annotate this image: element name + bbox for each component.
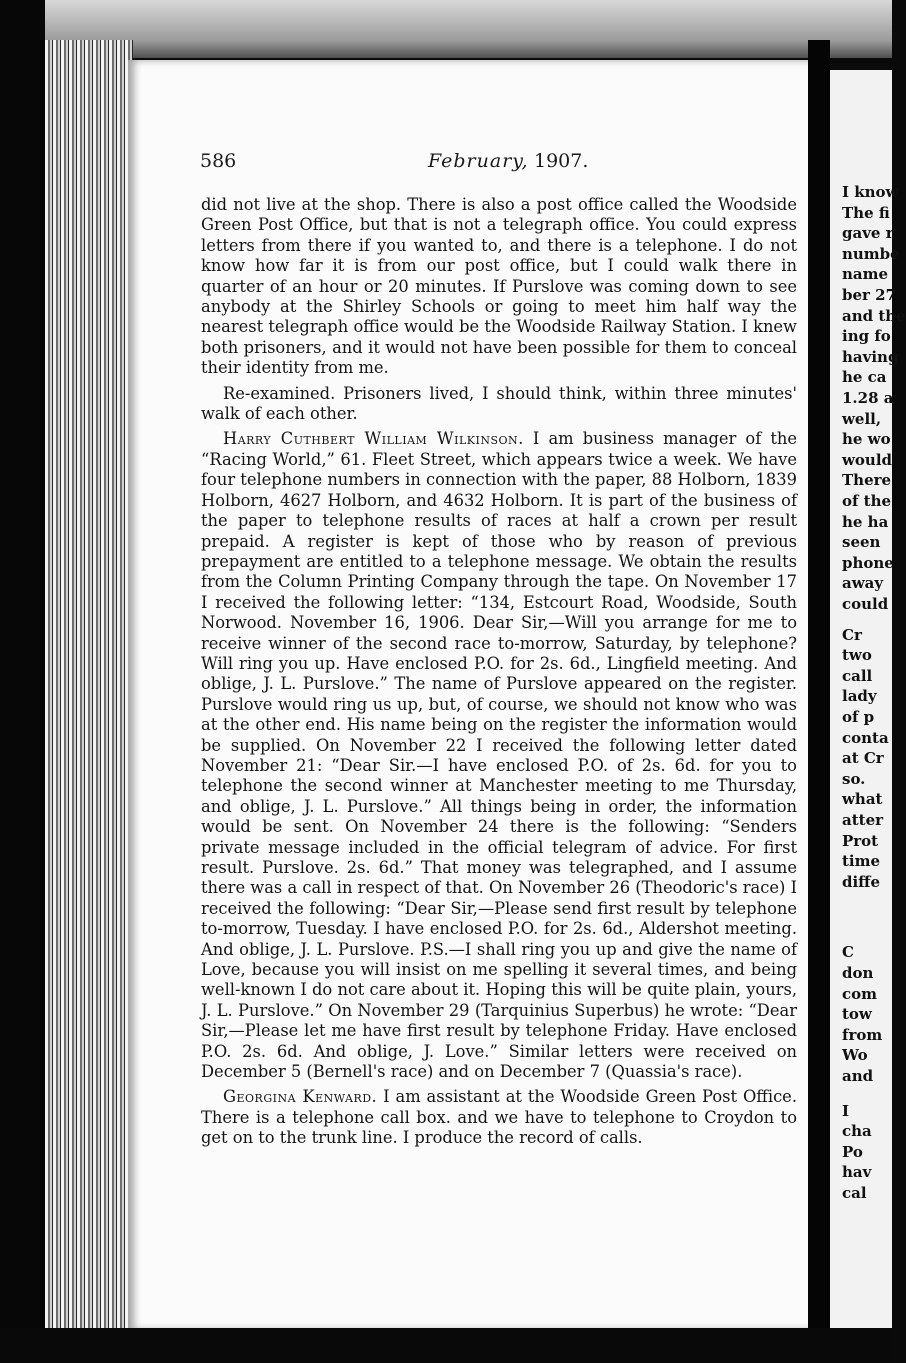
book-page-edges [45, 40, 133, 1330]
book-gutter [808, 40, 830, 1340]
facing-page-fragment: he ha [842, 512, 889, 531]
paragraph-text: did not live at the shop. There is also a post office called the Woodside Green Post Office, but that is not a telegraph office. You could express letters from there if you wanted to, and there is a telephone. I do not know how far it is from our post office, but I could walk there in quarter of an hour or 20 minutes. If Purslove was coming down to see anybody at the Shirley Schools or going to meet him half way the nearest telegraph office would be the Woodside Railway Station. I knew both prisoners, and it would not have been possible for them to conceal their identity from me. [201, 195, 797, 378]
facing-page-fragment: lady [842, 687, 877, 706]
facing-page-fragment: seen [842, 533, 881, 552]
paragraph-text: I am business manager of the “Racing World,” 61. Fleet Street, which appears twice a week. We have four telephone numbers in connection with the paper, 88 Holborn, 1839 Holborn, 4627 Holborn, and 4632 Holborn. It is part of the business of the paper to telephone results of races at half a crown per result prepaid. A register is kept of those who by reason of previous prepayment are entitled to a telephone message. We obtain the results from the Column Printing Company through the tape. On November 17 I received the following letter: “134, Estcourt Road, Woodside, South Norwood. November 16, 1906. Dear Sir,—Will you arrange for me to receive winner of the second race to-morrow, Saturday, by telephone? Will ring you up. Have enclosed P.O. for 2s. 6d., Lingfield meeting. And oblige, J. L. Purslove.” The name of Purslove appeared on the register. Purslove would ring us up, but, of course, we should not know who was at the other end. His name being on the register the information would be supplied. On November 22 I received the following letter dated November 21: “Dear Sir.—I have enclosed P.O. of 2s. 6d. for you to telephone the second winner at Manchester meeting to me Thursday, and oblige, J. L. Purslove.” All things being in order, the information would be sent. On November 24 there is the following: “Senders private message included in the official telegram of advice. For first result. Purslove. 2s. 6d.” That money was telegraphed, and I assume there was a call in respect of that. On November 26 (Theodoric's race) I received the following: “Dear Sir,—Please send first result by telephone to-morrow, Tuesday. I have enclosed P.O. for 2s. 6d., Aldershot meeting. And oblige, J. L. Purslove. P.S.—I shall ring you up and give the name of Love, because you will insist on me spelling it several times, and being well-known I do not care about it. Hoping this will be quite plain, yours, J. L. Purslove.” On November 29 (Tarquinius Superbus) he wrote: “Dear Sir,—Please let me have first result by telephone Friday. Have enclosed P.O. 2s. 6d. And oblige, J. Love.” Similar letters were received on December 5 (Bernell's race) and on December 7 (Quassia's race). [201, 429, 797, 1082]
facing-page-fragment: from [842, 1025, 883, 1044]
facing-page-fragment: would [842, 450, 893, 469]
facing-page-fragment: he ca [842, 368, 887, 387]
facing-page-fragment: Prot [842, 831, 879, 850]
facing-page-fragment: I [842, 1101, 850, 1120]
facing-page-fragment: and [842, 1067, 874, 1085]
facing-page-fragment: ing fo [842, 327, 891, 346]
facing-page-fragment: 1.28 a [842, 389, 894, 407]
facing-page-fragment: Po [842, 1142, 863, 1161]
facing-page-fragment: C [842, 943, 854, 962]
facing-page-fragment: name [842, 265, 889, 284]
facing-page-fragment: what [842, 790, 883, 809]
witness-name: Georgina Kenward. [223, 1087, 378, 1107]
paragraph-text: Re-examined. Prisoners lived, I should think, within three minutes' walk of each other. [201, 383, 797, 424]
facing-page-fragment: don [842, 964, 874, 982]
paragraph-wilkinson-testimony [201, 429, 797, 1082]
facing-page-fragment: call [842, 666, 873, 685]
facing-page-fragment: diffe [842, 872, 881, 891]
running-head-year: 1907. [534, 150, 589, 172]
scan-left-border [0, 0, 45, 1363]
scan-top-edge [0, 0, 892, 58]
facing-page-fragment: phone [842, 553, 894, 572]
page-body [201, 195, 797, 1149]
facing-page-fragment: so. [842, 769, 866, 788]
facing-page-fragment: numbe [842, 244, 900, 263]
scan-bottom-border [0, 1328, 892, 1363]
paragraph-text: I am assistant at the Woodside Green Post Office. There is a telephone call box. and we have to telephone to Croydon to get on to the trunk line. I produce the record of calls. [201, 1087, 797, 1148]
facing-page-fragment: gave r [842, 224, 894, 243]
facing-page-fragment: could [842, 595, 889, 613]
facing-page-fragment: com [842, 984, 878, 1003]
facing-page-fragment: well, [842, 409, 882, 428]
facing-page-fragment: two [842, 646, 872, 665]
witness-name: Harry Cuthbert William Wilkinson. [223, 429, 524, 449]
facing-page-fragment: cha [842, 1122, 872, 1141]
facing-page-fragment: ber 27 [842, 286, 897, 304]
paragraph-re-examined [201, 384, 797, 425]
facing-page-fragment: hav [842, 1163, 872, 1182]
facing-page-fragment: tow [842, 1005, 872, 1024]
facing-page-fragment: he wo [842, 430, 891, 449]
facing-page-fragment: time [842, 852, 881, 871]
facing-page-fragment: Wo [842, 1046, 868, 1065]
facing-page-fragment: away [842, 574, 884, 593]
page-number: 586 [200, 150, 237, 172]
paragraph-kenward-testimony [201, 1087, 797, 1148]
facing-page-fragment: of the [842, 492, 892, 510]
facing-page-fragment: There [842, 471, 892, 490]
facing-page-fragment: of p [842, 708, 875, 726]
facing-page-fragment: Cr [842, 625, 862, 644]
running-head-month: February, [428, 150, 529, 172]
paragraph-continued [201, 195, 797, 379]
facing-page-fragment: at Cr [842, 749, 884, 768]
facing-page-fragment: The fi [842, 203, 890, 222]
running-head [200, 150, 800, 176]
facing-page-fragment: cal [842, 1184, 867, 1202]
facing-page-fragment: conta [842, 728, 889, 747]
facing-page-fragment: atter [842, 811, 884, 829]
facing-page-fragment: I know [842, 183, 899, 201]
facing-page-fragment: and the [842, 306, 906, 325]
facing-page-fragment: having [842, 347, 899, 366]
